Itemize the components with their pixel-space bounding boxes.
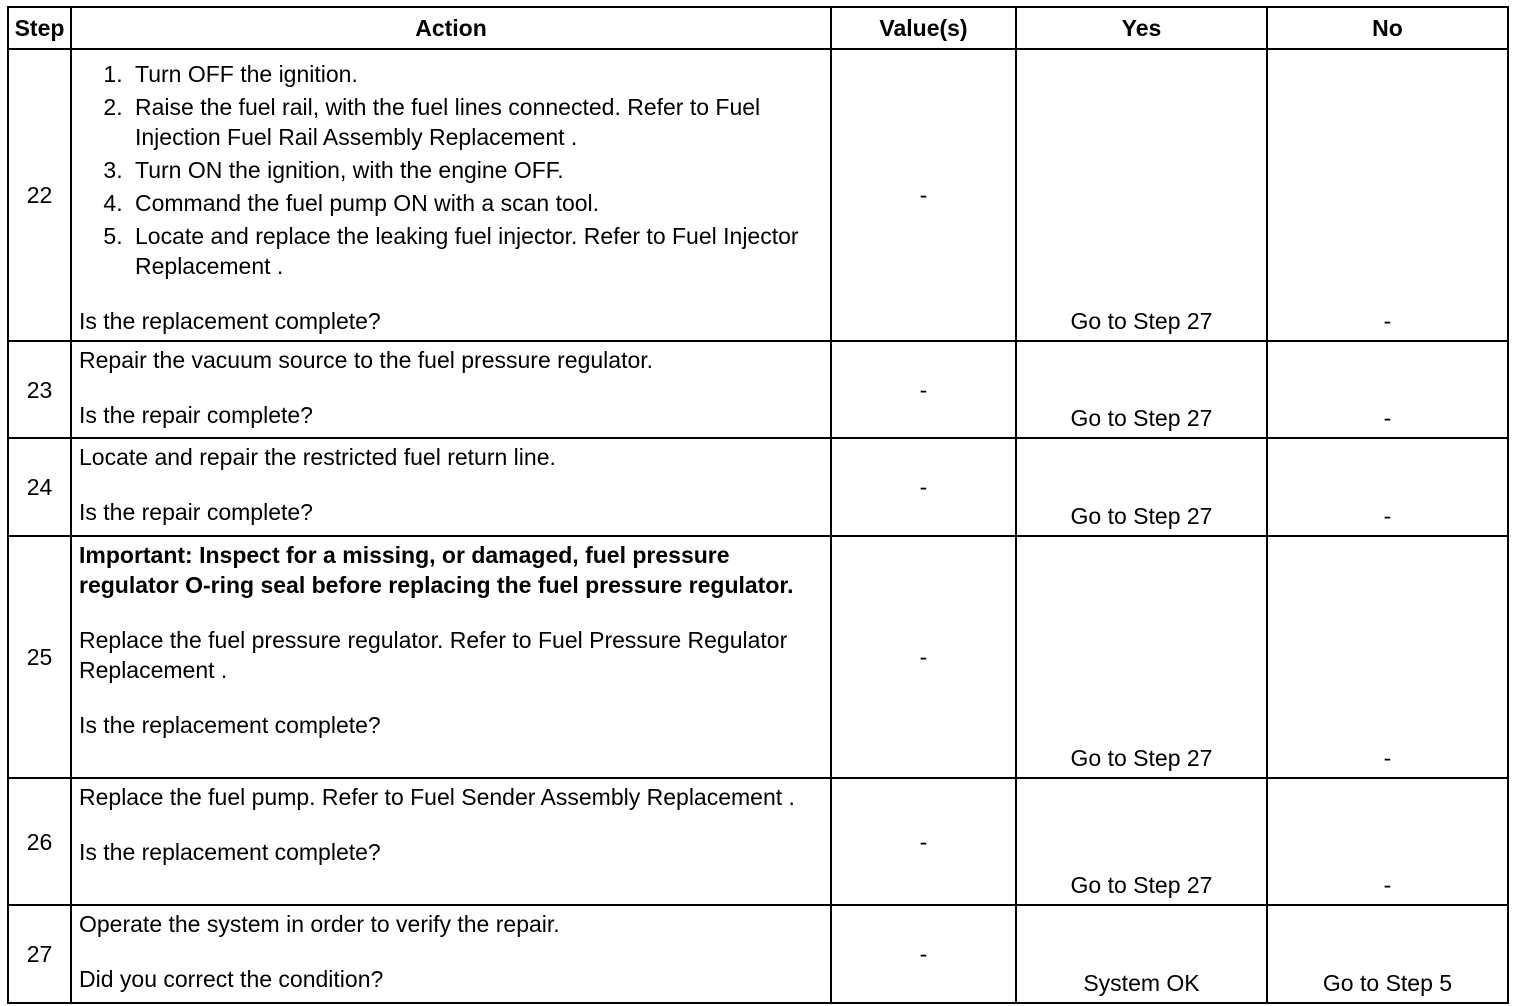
action-cell xyxy=(71,341,831,438)
yes-cell: Go to Step 27 xyxy=(1016,536,1267,778)
value-cell: - xyxy=(831,905,1016,1003)
action-cell xyxy=(71,536,831,778)
table-row-step-24 xyxy=(8,438,1508,536)
header-yes: Yes xyxy=(1016,7,1267,49)
yes-cell: Go to Step 27 xyxy=(1016,438,1267,536)
value-cell: - xyxy=(831,341,1016,438)
action-question: Is the repair complete? xyxy=(79,402,313,428)
action-text: Repair the vacuum source to the fuel pressure regulator. xyxy=(79,347,654,373)
value-cell: - xyxy=(831,49,1016,341)
step-number: 27 xyxy=(8,905,71,1003)
yes-cell: Go to Step 27 xyxy=(1016,341,1267,438)
table-row-step-23 xyxy=(8,341,1508,438)
step-number: 25 xyxy=(8,536,71,778)
procedure-list xyxy=(79,59,824,281)
no-cell: Go to Step 5 xyxy=(1267,905,1508,1003)
yes-cell: Go to Step 27 xyxy=(1016,49,1267,341)
action-question: Did you correct the condition? xyxy=(79,966,384,992)
value-cell: - xyxy=(831,438,1016,536)
action-cell xyxy=(71,438,831,536)
yes-cell: Go to Step 27 xyxy=(1016,778,1267,905)
action-question: Is the repair complete? xyxy=(79,499,313,525)
header-no: No xyxy=(1267,7,1508,49)
no-cell: - xyxy=(1267,778,1508,905)
no-cell: - xyxy=(1267,438,1508,536)
action-cell xyxy=(71,778,831,905)
no-cell: - xyxy=(1267,49,1508,341)
action-question: Is the replacement complete? xyxy=(79,308,381,334)
step-number: 26 xyxy=(8,778,71,905)
diagnostic-table xyxy=(7,6,1509,1004)
header-row xyxy=(8,7,1508,49)
header-action: Action xyxy=(71,7,831,49)
step-number: 24 xyxy=(8,438,71,536)
action-question: Is the replacement complete? xyxy=(79,712,381,738)
action-text: Replace the fuel pressure regulator. Refer to Fuel Pressure Regulator Replacement . xyxy=(79,627,788,683)
table-row-step-27 xyxy=(8,905,1508,1003)
step-number: 22 xyxy=(8,49,71,341)
important-note: Important: Inspect for a missing, or damaged, fuel pressure regulator O-ring seal before replacing the fuel pressure regulator. xyxy=(79,542,794,598)
procedure-item: 4. Command the fuel pump ON with a scan tool. xyxy=(129,188,824,218)
procedure-item: 3. Turn ON the ignition, with the engine OFF. xyxy=(129,155,824,185)
procedure-item: 2. Raise the fuel rail, with the fuel lines connected. Refer to Fuel Injection Fuel Rail Assembly Replacement . xyxy=(129,92,824,152)
no-cell: - xyxy=(1267,536,1508,778)
header-step: Step xyxy=(8,7,71,49)
action-cell xyxy=(71,49,831,341)
procedure-item: 1. Turn OFF the ignition. xyxy=(129,59,824,89)
action-text: Operate the system in order to verify the repair. xyxy=(79,911,560,937)
table-row-step-22 xyxy=(8,49,1508,341)
header-values: Value(s) xyxy=(831,7,1016,49)
table-row-step-25 xyxy=(8,536,1508,778)
procedure-item: 5. Locate and replace the leaking fuel injector. Refer to Fuel Injector Replacement . xyxy=(129,221,824,281)
yes-cell: System OK xyxy=(1016,905,1267,1003)
action-cell xyxy=(71,905,831,1003)
value-cell: - xyxy=(831,536,1016,778)
action-text: Locate and repair the restricted fuel return line. xyxy=(79,444,556,470)
table-row-step-26 xyxy=(8,778,1508,905)
action-text: Replace the fuel pump. Refer to Fuel Sender Assembly Replacement . xyxy=(79,784,795,810)
step-number: 23 xyxy=(8,341,71,438)
value-cell: - xyxy=(831,778,1016,905)
action-question: Is the replacement complete? xyxy=(79,839,381,865)
no-cell: - xyxy=(1267,341,1508,438)
